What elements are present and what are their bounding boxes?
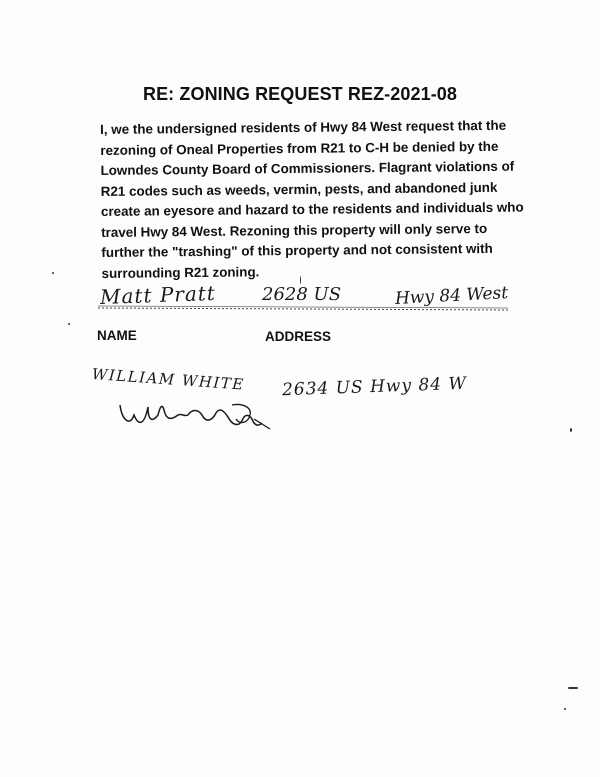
- scan-speck: [568, 687, 578, 689]
- document-title: RE: ZONING REQUEST REZ-2021-08: [142, 84, 458, 104]
- entry-2-printed-name: WILLIAM WHITE: [91, 365, 246, 394]
- body-line: I, we the undersigned residents of Hwy 84 West request that the: [100, 117, 507, 137]
- entry-1-address: 2628 US: [262, 284, 342, 305]
- scan-speck: [300, 276, 301, 284]
- entry-1-name: Matt Pratt: [99, 280, 217, 310]
- body-line: R21 codes such as weeds, vermin, pests, and abandoned junk: [100, 179, 498, 199]
- address-label: ADDRESS: [265, 329, 332, 344]
- scan-speck: [570, 428, 572, 432]
- entry-1-address-cont: Hwy 84 West: [394, 283, 509, 309]
- entry-2-address: 2634 US Hwy 84 W: [281, 373, 468, 401]
- body-line: further the "trashing" of this property and not consistent with: [101, 240, 493, 260]
- body-line: surrounding R21 zoning.: [101, 263, 260, 281]
- body-line: Lowndes County Board of Commissioners. Flagrant violations of: [100, 158, 515, 178]
- name-label: NAME: [97, 328, 137, 343]
- body-line: rezoning of Oneal Properties from R21 to C-H be denied by the: [100, 138, 499, 158]
- petition-body: [100, 116, 522, 284]
- body-line: create an eyesore and hazard to the residents and individuals who: [100, 199, 524, 219]
- scan-speck: [52, 272, 54, 274]
- handwritten-signature: [112, 385, 292, 445]
- scan-speck: [68, 323, 70, 325]
- scan-speck: [564, 708, 566, 710]
- body-line: travel Hwy 84 West. Rezoning this property will only serve to: [101, 220, 488, 240]
- signature-line: [98, 298, 518, 318]
